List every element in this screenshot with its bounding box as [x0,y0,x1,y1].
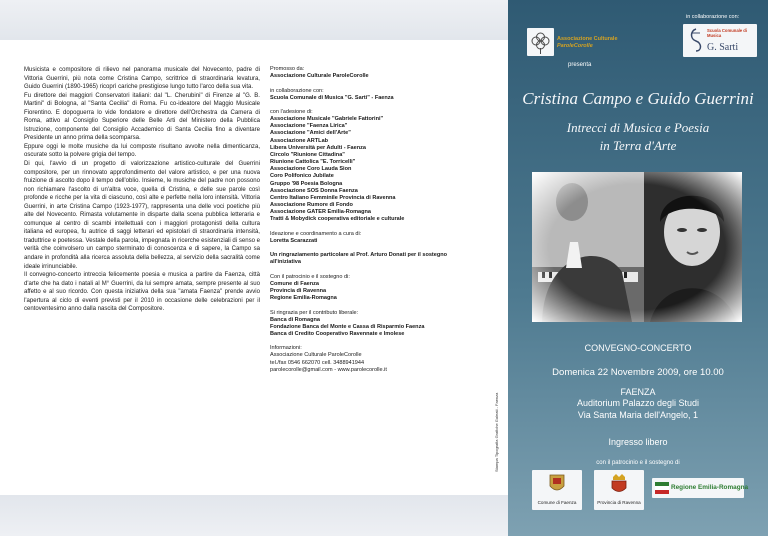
credits-line: all'iniziativa [270,259,301,266]
credits-line: Centro Italiano Femminile Provincia di Ravenna [270,194,396,201]
credits-column [270,66,490,381]
parolecorolle-logo [527,28,554,56]
bio-paragraph-1: Musicista e compositore di rilievo nel panorama musicale del Novecento, padre di Vittoria Guerrini, più nota come Cristina Campo, scrittrice di straordinaria levatura, Guido Guerrini (1890-1965) ricoprì cariche prestigiose lungo tutto l'arco della sua vita. [24,67,260,91]
bottom-band [0,495,508,536]
credits-line: Associazione "Amici dell'Arte" [270,130,351,137]
credits-block [270,88,490,102]
credits-line: Associazione ARTLab [270,137,329,144]
credits-line: Associazione Musicale "Gabriele Fattorini" [270,116,384,123]
presents-label: presenta [568,62,592,68]
credits-line: Banca di Credito Cooperativo Ravennate e Imolese [270,330,405,337]
event-date: Domenica 22 Novembre 2009, ore 10.00 [552,367,724,378]
credits-line: Informazioni: [270,345,302,352]
credits-block [270,310,490,339]
credits-line: Scuola Comunale di Musica "G. Sarti" - Faenza [270,94,394,101]
event-address: Via Santa Maria dell'Angelo, 1 [577,410,699,420]
credits-line: parolecorolle@gmail.com - www.parolecorolle.it [270,366,387,373]
credits-block [270,109,490,224]
credits-line: Fondazione Banca del Monte e Cassa di Risparmio Faenza [270,323,425,330]
event-type: CONVEGNO-CONCERTO [584,343,692,353]
credits-block [270,252,490,266]
event-subtitle-2: in Terra d'Arte [599,138,677,153]
credits-line: Regione Emilia-Romagna [270,295,337,302]
credits-line: Associazione "Faenza Lirica" [270,123,348,130]
entry-info: Ingresso libero [608,437,668,447]
sarti-logo: Scuola Comunale di Musica G. Sarti [683,24,757,57]
collab-label: in collaborazione con: [686,14,740,20]
credits-line: Con il patrocinio e il sostegno di: [270,273,350,280]
credits-line: Si ringrazia per il contributo liberale: [270,309,359,316]
credits-line: con l'adesione di: [270,109,313,115]
credits-block [270,231,490,245]
credits-line: Promosso da: [270,66,305,72]
credits-line: Associazione Coro Lauda Sion [270,166,352,173]
credits-line: in collaborazione con: [270,87,324,94]
credits-line: Associazione Rumore di Fondo [270,202,353,209]
patronage-label: con il patrocinio e il sostegno di [596,460,680,466]
credits-line: Tratti & Mobydick cooperativa editoriale e culturale [270,216,405,223]
credits-line: Un ringraziamento particolare al Prof. Arturo Donati per il sostegno [270,252,448,259]
photo-collage [532,172,742,322]
credits-block [270,66,490,80]
assoc-name: Associazione Culturale ParoleCorolle [557,36,618,49]
portrait-photos-image [532,172,742,322]
credits-line: Associazione GATER Emilia-Romagna [270,209,371,216]
credits-line: Associazione SOS Donna Faenza [270,187,358,194]
credits-line: Riunione Cattolica "E. Torricelli" [270,159,356,166]
violin-scroll-icon [686,27,706,53]
credits-line: Loretta Scarazzati [270,237,318,244]
biography-column [24,66,260,314]
printer-credit: Stampa Tipografia Grafiche Galeati - Faenza [494,392,499,472]
credits-line: Banca di Romagna [270,316,320,323]
credits-line: Circolo "Riunione Cittadina" [270,151,345,158]
event-venue: Auditorium Palazzo degli Studi [576,398,700,408]
comune-faenza-logo: Comune di Faenza [532,470,582,510]
region-flag-icon [655,482,669,494]
event-title: Cristina Campo e Guido Guerrini [522,89,754,108]
provincia-ravenna-logo: Provincia di Ravenna [594,470,644,510]
event-subtitle-1: Intrecci di Musica e Poesia [566,120,710,135]
bio-paragraph-2: Fu direttore dei maggiori Conservatori italiani: dal "L. Cherubini" di Firenze al "G. B. Martini" di Bologna, al "Santa Cecilia" di Roma. Fu co-ideatore del Maggio Musicale Fiorentino. E dopoguerra lo vide fondatore e direttore dell'Orchestra da Camera di Roma, attivo al Consiglio Superiore delle Belle Arti del Ministero della Pubblica Istruzione, componente del Consiglio Accademico di Santa Cecilia fino a diventare Presidente un anno prima della scomparsa. [24,92,260,142]
regione-emilia-romagna-logo: Regione Emilia-Romagna [652,478,744,498]
ravenna-crest-icon [611,473,627,495]
credits-line: Gruppo '98 Poesia Bologna [270,180,343,187]
credits-line: Associazione Culturale ParoleCorolle [270,73,369,80]
credits-block [270,274,490,303]
bio-paragraph-4: Di qui, l'avvio di un progetto di valorizzazione artistico-culturale del Guerrini compositore, per un rinnovato approfondimento del valore artistico, e per una nuova fruizione di ascolto dopo il tempo dell'oblio. Insieme, le musiche del padre non possono non richiamare l'ascolto di un'altra voce, quella di Cristina, e delle sue parole così profonde e ricche per la vita di ciascuno, così alte e perfette nella loro intensità. Vittoria Guerrini, in arte Cristina Campo (1923-1977), rappresenta una delle voci poetiche più alte del Novecento. Rimasta volutamente in disparte dalla scena pubblica letteraria e comunque al centro di scambi intellettuali con i maggiori protagonisti della cultura italiana ed europea, fu autrice di saggi letterari ed epistolari di straordinaria intensità, traduttrice e poetessa. Vestale della parola, impegnata in ricerche esistenziali di senso e verità che coinvolsero un campo sterminato di conoscenza e di sapere, la Campo sa andare in profondità alla ricerca assoluta della bellezza, al servizio della sacralità come ideale irrinunciabile. [24,161,260,270]
bio-paragraph-3: Eppure oggi le molte musiche da lui composte risultano avvolte nella dimenticanza, oscurate sotto la polvere grigia del tempo. [24,143,260,159]
credits-line: Comune di Faenza [270,280,320,287]
credits-line: Associazione Culturale ParoleCorolle [270,352,362,359]
credits-line: Libera Università per Adulti - Faenza [270,144,366,151]
bio-paragraph-5: Il convegno-concerto intreccia felicemente poesia e musica a partire da Faenza, città d'arte che ha dato i natali al M° Guerrini, da lui sempre amata, sempre presente al suo affetto e al suo ricordo. Con questa iniziativa della sua "amata Faenza" prende avvio l'apertura al ciclo di eventi previsti per il 2010 in occasione delle celebrazioni per il centoventesimo anno dalla nascita del Compositore. [24,272,260,313]
credits-line: tel./fax 0546 662070 cell. 3488941944 [270,359,365,366]
credits-line: Provincia di Ravenna [270,288,327,294]
credits-line: Ideazione e coordinamento a cura di: [270,230,362,237]
flower-logo-icon [527,28,554,56]
credits-line: Coro Polifonico Jubilate [270,173,334,180]
top-band [0,0,508,40]
event-city: FAENZA [620,387,656,397]
faenza-crest-icon [549,474,565,494]
credits-block [270,345,490,374]
